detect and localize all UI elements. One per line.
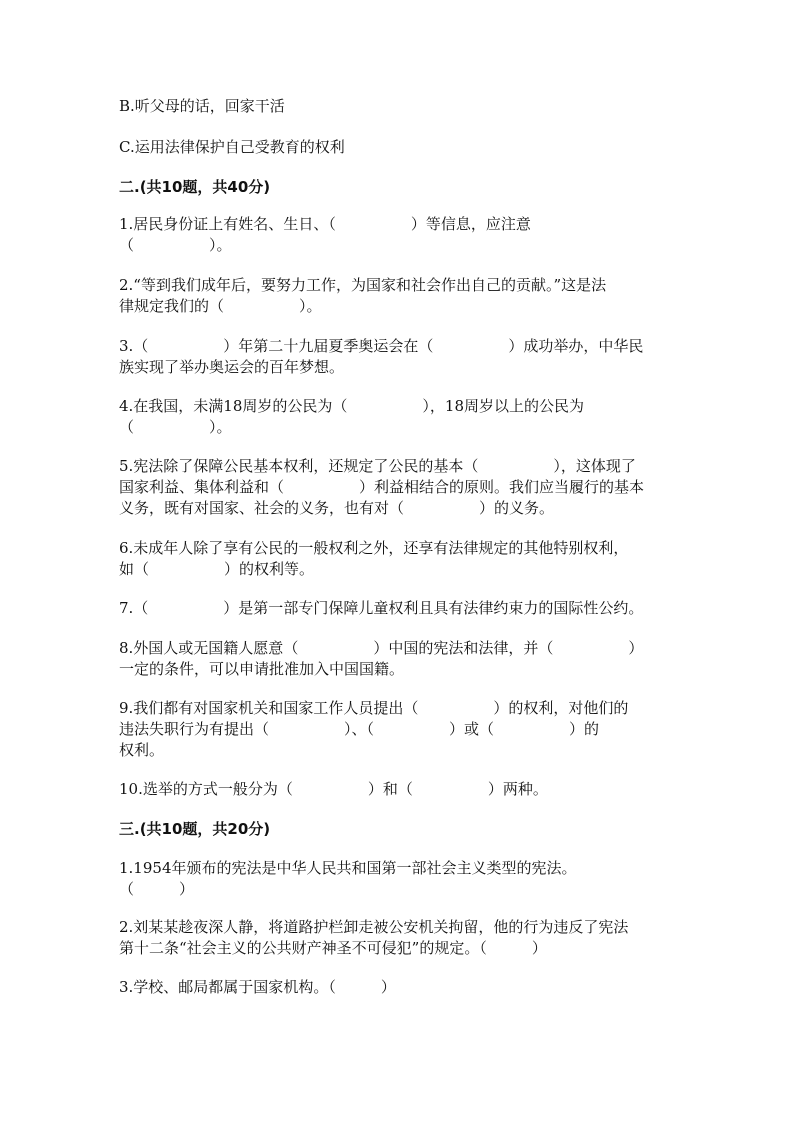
- s2-q5-line2: 国家利益、集体利益和（ ）利益相结合的原则。我们应当履行的基本: [119, 478, 645, 496]
- s2-q4-line2: （ ）。: [119, 418, 232, 436]
- s2-q4-line1: 4.在我国，未满18周岁的公民为（ ），18周岁以上的公民为: [119, 397, 584, 415]
- s2-q9-line3: 权利。: [119, 741, 165, 759]
- s3-q2-line2: 第十二条“社会主义的公共财产神圣不可侵犯”的规定。（ ）: [119, 939, 547, 957]
- s2-q9-line1: 9.我们都有对国家机关和国家工作人员提出（ ）的权利，对他们的: [119, 699, 629, 717]
- s3-q1-line1: 1.1954年颁布的宪法是中华人民共和国第一部社会主义类型的宪法。: [119, 859, 577, 877]
- s2-q9-line2: 违法失职行为有提出（ ）、（ ）或（ ）的: [119, 720, 600, 738]
- s2-q10-line1: 10.选举的方式一般分为（ ）和（ ）两种。: [119, 780, 548, 798]
- s2-q2-line1: 2.“等到我们成年后，要努力工作，为国家和社会作出自己的贡献。”这是法: [119, 276, 607, 294]
- s2-q6-line2: 如（ ）的权利等。: [119, 560, 315, 578]
- s2-q8-line1: 8.外国人或无国籍人愿意（ ）中国的宪法和法律，并（ ）: [119, 639, 644, 657]
- s3-q2-line1: 2.刘某某趁夜深人静，将道路护栏卸走被公安机关拘留，他的行为违反了宪法: [119, 918, 629, 936]
- s2-q5-line3: 义务，既有对国家、社会的义务，也有对（ ）的义务。: [119, 499, 555, 517]
- s3-q1-line2: （ ）: [119, 880, 195, 898]
- s2-q2-line2: 律规定我们的（ ）。: [119, 297, 322, 315]
- s2-q3-line1: 3.（ ）年第二十九届夏季奥运会在（ ）成功举办，中华民: [119, 337, 644, 355]
- s2-q5-line1: 5.宪法除了保障公民基本权利，还规定了公民的基本（ ），这体现了: [119, 457, 636, 475]
- option-b: B.听父母的话，回家干活: [119, 97, 285, 115]
- s3-q3-line1: 3.学校、邮局都属于国家机构。（ ）: [119, 978, 396, 996]
- section-3-heading: 三.(共10题，共20分): [119, 820, 271, 838]
- section-2-heading: 二.(共10题，共40分): [119, 178, 271, 196]
- s2-q8-line2: 一定的条件，可以申请批准加入中国国籍。: [119, 660, 405, 678]
- s2-q1-line2: （ ）。: [119, 236, 232, 254]
- s2-q7-line1: 7.（ ）是第一部专门保障儿童权利且具有法律约束力的国际性公约。: [119, 599, 644, 617]
- s2-q6-line1: 6.未成年人除了享有公民的一般权利之外，还享有法律规定的其他特别权利，: [119, 539, 629, 557]
- s2-q3-line2: 族实现了举办奥运会的百年梦想。: [119, 358, 345, 376]
- option-c: C.运用法律保护自己受教育的权利: [119, 138, 345, 156]
- s2-q1-line1: 1.居民身份证上有姓名、生日、（ ）等信息，应注意: [119, 215, 531, 233]
